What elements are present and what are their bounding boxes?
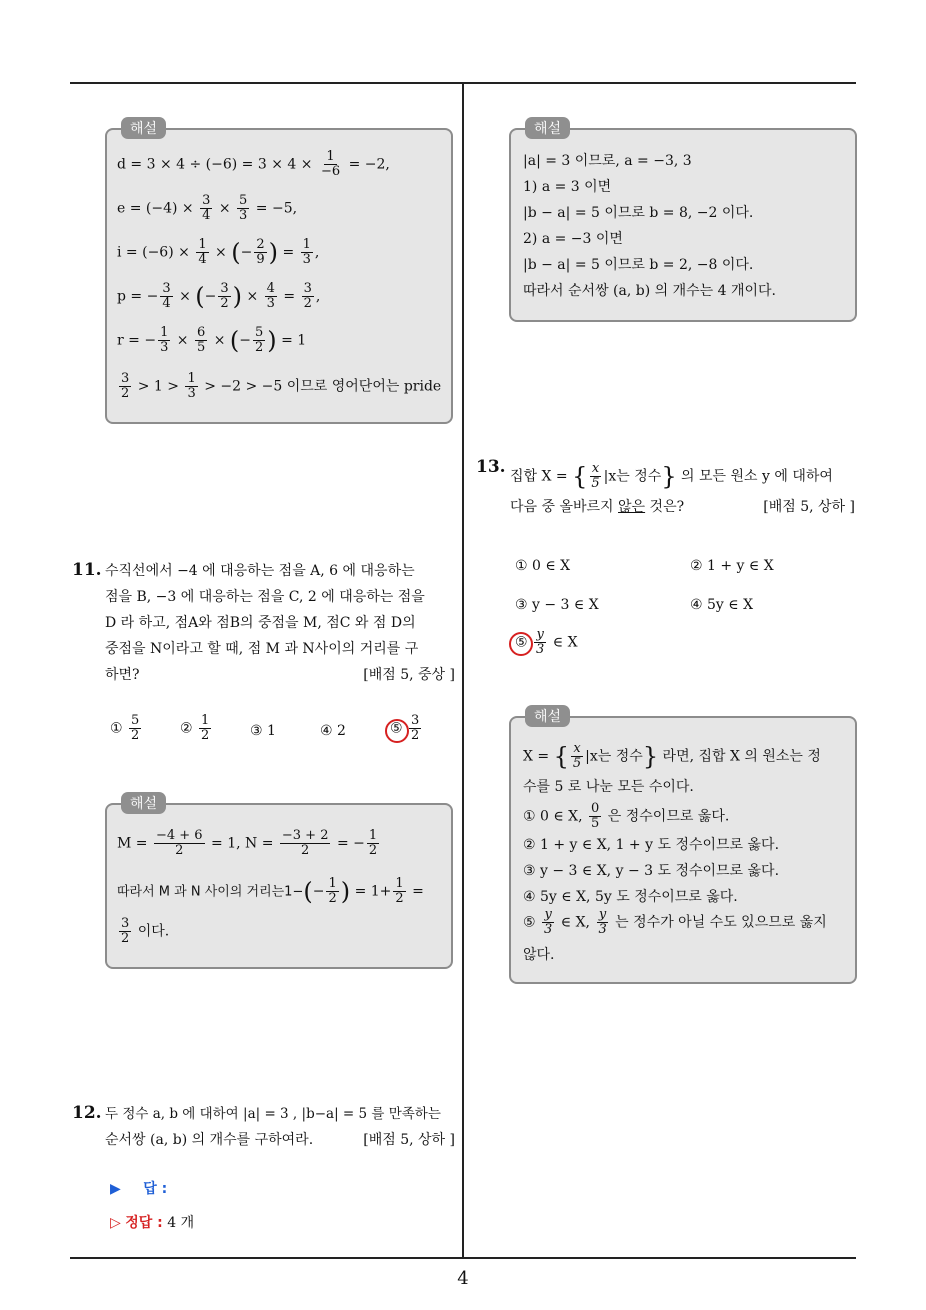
solution-tag: 해설 <box>525 117 570 139</box>
correct-answer-label: 정답 : <box>125 1215 163 1231</box>
question-number-11: 11. <box>72 560 102 580</box>
q12-line: 두 정수 a, b 에 대하여 |a| = 3 , |b−a| = 5 를 만족하는 <box>105 1106 441 1122</box>
sol13-line-5: ③ y − 3 ∈ X, y − 3 도 정수이므로 옳다. <box>523 863 780 879</box>
solution-box-q13 <box>509 709 857 984</box>
q11-choice-4[interactable]: ④ 2 <box>320 723 346 739</box>
sol13-line-7: ⑤ $\frac{y}{3}$ ∈ X, $\frac{y}{3}$ 는 정수가 아닐 수도 있으므로 옳지 <box>523 907 827 937</box>
q11-choice-2[interactable]: ② $\frac{1}{2}$ <box>180 713 210 743</box>
q11-line: D 라 하고, 점A와 점B의 중점을 M, 점C 와 점 D의 <box>105 615 416 631</box>
sol13-line-8: 않다. <box>523 947 555 963</box>
sol13-line-3: ① 0 ∈ X, $\frac{0}{5}$ 은 정수이므로 옳다. <box>523 801 730 831</box>
solution-box-q12 <box>509 121 857 322</box>
question-12-text <box>105 1101 455 1153</box>
q13-choice-3[interactable]: ③ y − 3 ∈ X <box>515 597 599 613</box>
sol11-line-2: 따라서 M 과 N 사이의 거리는1−(− $\frac{1}{2}$ ) = 1+ $\frac{1}{2}$ = <box>117 876 424 906</box>
page-number: 4 <box>457 1268 469 1289</box>
q11-choice-1[interactable]: ① $\frac{5}{2}$ <box>110 713 140 743</box>
q11-choice-5[interactable]: ⑤ $\frac{3}{2}$ <box>390 713 420 743</box>
sol13-line-4: ② 1 + y ∈ X, 1 + y 도 정수이므로 옳다. <box>523 837 780 853</box>
bottom-rule <box>70 1257 856 1259</box>
q11-line: 점을 B, −3 에 대응하는 점을 C, 2 에 대응하는 점을 <box>105 589 425 605</box>
underlined-word: 않은 <box>618 499 646 515</box>
q13-points: [배점 5, 상하 ] <box>763 499 855 515</box>
sol12-line: |b − a| = 5 이므로 b = 8, −2 이다. <box>523 205 754 221</box>
sol12-line: 따라서 순서쌍 (a, b) 의 개수는 4 개이다. <box>523 283 777 299</box>
sol12-line: 1) a = 3 이면 <box>523 179 612 195</box>
q13-choice-1[interactable]: ① 0 ∈ X <box>515 558 571 574</box>
q11-choice-3[interactable]: ③ 1 <box>250 723 276 739</box>
q11-line: 중점을 N이라고 할 때, 점 M 과 N사이의 거리를 구 <box>105 641 419 657</box>
sol10-line-p: p = − $\frac{3}{4}$ × (− $\frac{3}{2}$ ) × $\frac{4}{3}$ = $\frac{3}{2}$ , <box>117 281 321 311</box>
answer-label: 답 : <box>143 1181 168 1197</box>
solution-tag: 해설 <box>525 705 570 727</box>
q11-points: [배점 5, 중상 ] <box>363 667 455 683</box>
sol11-line-1: M = $\frac{-4 + 6}{2}$ = 1, N = $\frac{-3 + 2}{2}$ = − $\frac{1}{2}$ <box>117 828 378 858</box>
sol10-line-e: e = (−4) × $\frac{3}{4}$ × $\frac{5}{3}$ = −5, <box>117 193 298 223</box>
correct-answer-row <box>110 1212 194 1232</box>
q12-line: 순서쌍 (a, b) 의 개수를 구하여라. <box>105 1132 314 1148</box>
solution-box-q11 <box>105 796 453 969</box>
q11-line: 수직선에서 −4 에 대응하는 점을 A, 6 에 대응하는 <box>105 563 415 579</box>
q13-line-1: 집합 X = { $\frac{x}{5}$ |x는 정수} 의 모든 원소 y 에 대하여 <box>510 461 833 491</box>
solution-box-q10 <box>105 121 453 424</box>
question-number-12: 12. <box>72 1103 102 1123</box>
sol11-line-3: $\frac{3}{2}$ 이다. <box>121 916 170 946</box>
answer-input-row[interactable] <box>110 1178 167 1198</box>
solution-tag: 해설 <box>121 117 166 139</box>
outline-play-icon: ▷ <box>110 1215 121 1231</box>
q13-choice-2[interactable]: ② 1 + y ∈ X <box>690 558 774 574</box>
sol13-line-2: 수를 5 로 나눈 모든 수이다. <box>523 779 694 795</box>
sol10-line-i: i = (−6) × $\frac{1}{4}$ × (− $\frac{2}{9}$ ) = $\frac{1}{3}$ , <box>117 237 320 267</box>
sol12-line: |b − a| = 5 이므로 b = 2, −8 이다. <box>523 257 754 273</box>
sol12-line: |a| = 3 이므로, a = −3, 3 <box>523 153 692 169</box>
sol10-line-conclusion: $\frac{3}{2}$ > 1 > $\frac{1}{3}$ > −2 > −5 이므로 영어단어는 pride <box>121 371 442 401</box>
question-11-text <box>105 558 455 688</box>
question-number-13: 13. <box>476 457 506 477</box>
sol13-line-1: X = { $\frac{x}{5}$ |x는 정수} 라면, 집합 X 의 원소는 정 <box>523 741 821 771</box>
column-divider <box>462 84 464 1258</box>
sol10-line-r: r = − $\frac{1}{3}$ × $\frac{6}{5}$ × (− $\frac{5}{2}$ ) = 1 <box>117 325 307 355</box>
q13-choice-5[interactable]: ⑤ $\frac{y}{3}$ ∈ X <box>515 627 578 657</box>
q12-points: [배점 5, 상하 ] <box>363 1132 455 1148</box>
q13-choice-4[interactable]: ④ 5y ∈ X <box>690 597 754 613</box>
correct-answer-value: 4 개 <box>167 1215 195 1231</box>
sol13-line-6: ④ 5y ∈ X, 5y 도 정수이므로 옳다. <box>523 889 738 905</box>
q13-line-2: 다음 중 올바르지 않은 것은? [배점 5, 상하 ] <box>510 499 855 515</box>
q11-line: 하면? <box>105 667 140 683</box>
sol10-line-d: d = 3 × 4 ÷ (−6) = 3 × 4 × $\frac{1}{-6}$ = −2, <box>117 149 390 179</box>
solution-tag: 해설 <box>121 792 166 814</box>
sol12-line: 2) a = −3 이면 <box>523 231 623 247</box>
play-icon: ▶ <box>110 1181 121 1197</box>
